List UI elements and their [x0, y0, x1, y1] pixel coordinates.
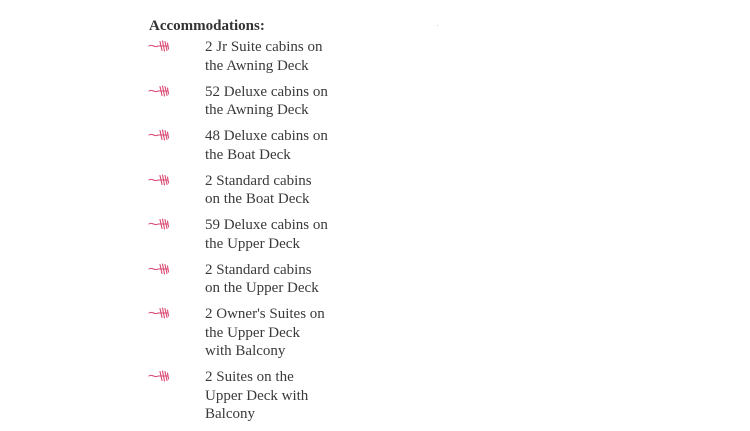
ornament-bullet-icon [148, 306, 170, 320]
list-item-line: the Awning Deck [205, 57, 309, 74]
list-item-line: 2 Jr Suite cabins on [205, 39, 323, 55]
list-item-text [205, 172, 379, 209]
accommodations-list [149, 38, 379, 424]
list-item-line: 52 Deluxe cabins on [205, 83, 328, 100]
list-item-line: the Upper Deck [205, 235, 300, 252]
list-item-text [205, 261, 379, 298]
ornament-bullet-icon [148, 84, 170, 98]
list-item [149, 127, 379, 164]
list-item-line: the Upper Deck [205, 324, 300, 341]
list-item-text [205, 216, 379, 253]
list-item-text [205, 83, 379, 120]
list-item-line: 2 Owner's Suites on [205, 306, 325, 322]
list-item-line: the Awning Deck [205, 102, 309, 118]
ornament-bullet-icon [148, 262, 170, 276]
list-item-line: Upper Deck with [205, 387, 309, 404]
accommodations-section [149, 17, 379, 431]
list-item [149, 368, 379, 424]
list-item-text [205, 127, 379, 164]
list-item [149, 38, 379, 75]
list-item [149, 261, 379, 298]
list-item [149, 305, 379, 361]
list-item-text [205, 305, 379, 361]
list-item-text [205, 38, 379, 75]
stray-dot [437, 25, 438, 26]
list-item-line: 2 Standard cabins [205, 261, 312, 278]
list-item-line: on the Boat Deck [205, 191, 310, 207]
list-item-text [205, 368, 379, 424]
list-item-line: the Boat Deck [205, 146, 291, 163]
list-item-line: 2 Suites on the [205, 369, 294, 385]
list-item-line: with Balcony [205, 343, 286, 359]
ornament-bullet-icon [148, 39, 170, 53]
list-item-line: Balcony [205, 406, 255, 422]
list-item [149, 83, 379, 120]
list-item [149, 172, 379, 209]
section-heading: Accommodations: [149, 18, 265, 34]
ornament-bullet-icon [148, 217, 170, 231]
ornament-bullet-icon [148, 173, 170, 187]
ornament-bullet-icon [148, 128, 170, 142]
list-item-line: 2 Standard cabins [205, 172, 312, 189]
list-item-line: on the Upper Deck [205, 280, 319, 296]
list-item [149, 216, 379, 253]
ornament-bullet-icon [148, 369, 170, 383]
list-item-line: 48 Deluxe cabins on [205, 128, 328, 144]
list-item-line: 59 Deluxe cabins on [205, 217, 328, 233]
